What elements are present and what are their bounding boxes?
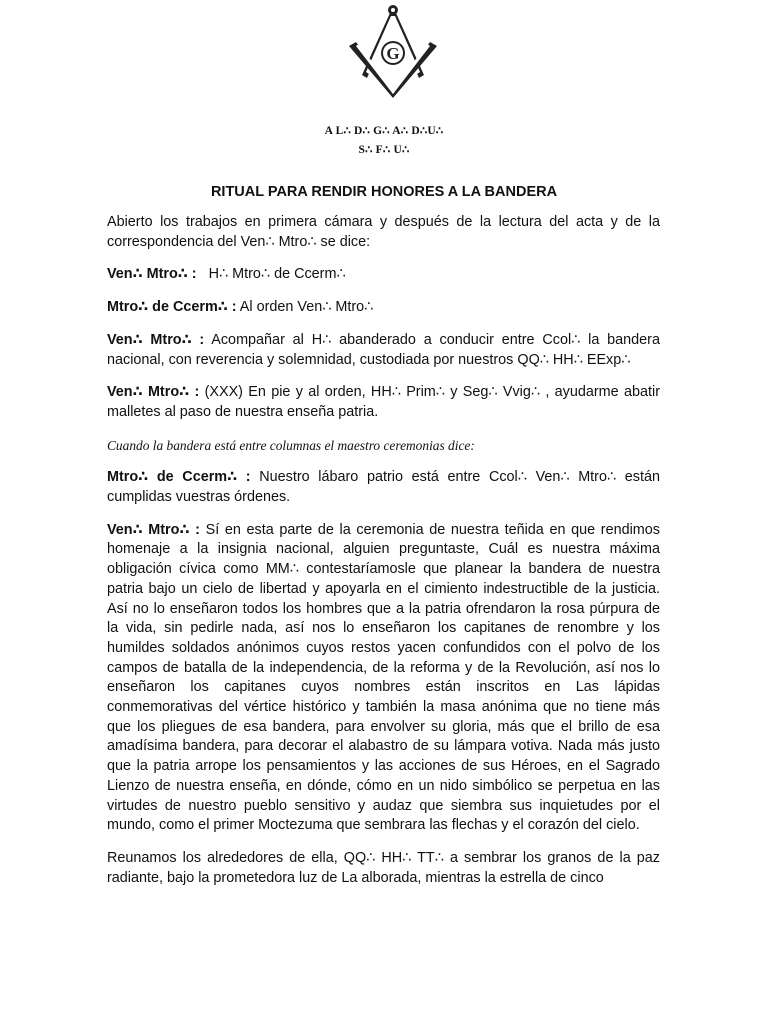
speaker-label: Ven∴ Mtro∴ : (107, 521, 200, 538)
speaker-label: Ven∴ Mtro∴ : (107, 331, 205, 348)
paragraph-text: Al orden Ven∴ Mtro∴ (239, 299, 374, 316)
paragraph-text: H∴ Mtro∴ de Ccerm∴ (208, 266, 346, 283)
speaker-label: Mtro∴ de Ccerm∴ : (107, 469, 251, 486)
paragraph-text: Reunamos los alrededores de ella, QQ∴ HH∴ TT∴ a sembrar los granos de la paz radiante, bajo la prometedora luz de La alborada, mientras la estrella de cinco (107, 849, 660, 886)
paragraph (107, 213, 660, 252)
svg-text:G: G (386, 44, 400, 63)
header-motto: S∴ F∴ U∴ (358, 144, 410, 156)
document-title: RITUAL PARA RENDIR HONORES A LA BANDERA (210, 184, 558, 200)
paragraph (107, 521, 660, 836)
paragraph (107, 331, 660, 370)
paragraph-text: Sí en esta parte de la ceremonia de nuestra teñida en que rendimos homenaje a la insignia nacional, alguien preguntaste, Cuál es nuestra máxima obligación cívica como MM∴ contestaríamosle que planear la bandera de nuestra patria bajo un cielo de libertad y apoyarla en el cimiento indestructible de la justicia. Así no lo enseñaron todos los hombres que a la patria ofrendaron la rosa púrpura de la vida, sin pedirle nada, así nos lo enseñaron los capitanes de renombre y los humildes soldados anónimos cuyos restos yacen confundidos con el polvo de los campos de batalla de la independencia, de la reforma y de la Revolución, así nos lo enseñaron los capitanes cuyos nombres están inscritos en Las lápidas conmemorativas del vértice histórico y también la masa anónima que no tiene más que los pliegues de esa bandera, para envolver su gloria, más que el brillo de esa amadísima bandera, para decorar el alabastro de su lámpara votiva. Nada más justo que la patria arrope los pensamientos y las acciones de sus Héroes, en el Sagrado Lienzo de nuestra enseña, en dónde, cómo en un nido simbólico se perpetua en las virtudes de nuestro pueblo sensitivo y audaz que siembra sus inquietudes por el mundo, como el primer Moctezuma que sembrara las flechas y el corazón del cielo. (107, 521, 660, 834)
paragraph (107, 849, 660, 888)
paragraph-text: Acompañar al H∴ abanderado a conducir entre Ccol∴ la bandera nacional, con reverencia y solemnidad, custodiada por nuestros QQ∴ HH∴ EExp∴ (107, 331, 660, 368)
stage-direction: Cuando la bandera está entre columnas el maestro ceremonias dice: (107, 437, 475, 453)
paragraph-text: Nuestro lábaro patrio está entre Ccol∴ Ven∴ Mtro∴ están cumplidas vuestras órdenes. (107, 469, 660, 506)
paragraph-text: Abierto los trabajos en primera cámara y después de la lectura del acta y de la correspondencia del Ven∴ Mtro∴ se dice: (107, 214, 660, 250)
speaker-label: Ven∴ Mtro∴ : (107, 266, 197, 283)
paragraph (107, 468, 660, 507)
header-invocation: A L∴ D∴ G∴ A∴ D∴U∴ (324, 125, 444, 137)
paragraph (107, 265, 660, 285)
paragraph (107, 383, 660, 422)
paragraph-text: (XXX) En pie y al orden, HH∴ Prim∴ y Seg∴ Vvig∴ , ayudarme abatir malletes al paso de nuestra enseña patria. (107, 384, 660, 420)
square-and-compasses-icon (347, 2, 439, 98)
speaker-label: Mtro∴ de Ccerm∴ : (107, 299, 237, 316)
document-body (107, 213, 660, 901)
paragraph (107, 298, 660, 318)
speaker-label: Ven∴ Mtro∴ : (107, 384, 200, 401)
